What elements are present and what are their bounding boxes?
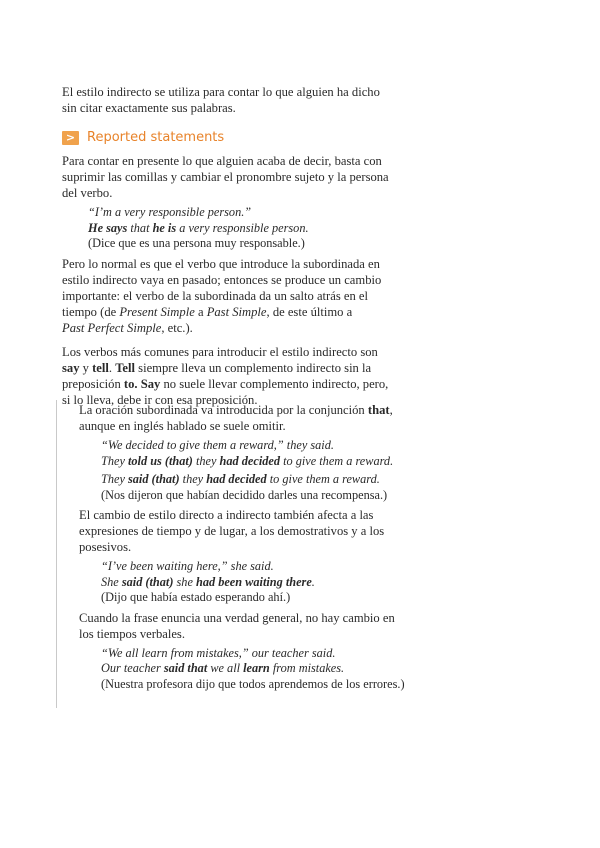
text-line: El cambio de estilo directo a indirecto también afecta a las — [79, 508, 374, 522]
text: Our teacher — [101, 661, 164, 675]
text: preposición — [62, 376, 124, 391]
text-line: si lo lleva, debe ir con esa preposición. — [62, 392, 258, 407]
example-translation: (Dice que es una persona muy responsable.) — [88, 236, 305, 250]
notes-aside — [56, 400, 499, 708]
section-title: Reported statements — [87, 130, 225, 145]
text: to give them a reward. — [280, 453, 394, 468]
intro-line: El estilo indirecto se utiliza para contar lo que alguien ha dicho — [62, 85, 380, 99]
emph: had decided — [206, 472, 267, 486]
example-block — [79, 646, 499, 693]
intro-paragraph — [62, 84, 462, 116]
text-line: Pero lo normal es que el verbo que introduce la subordinada en — [62, 256, 380, 271]
text-line: expresiones de tiempo y de lugar, a los demostrativos y a los — [79, 524, 385, 538]
example-reported — [101, 454, 499, 470]
example-direct: “I’m a very responsible person.” — [88, 205, 252, 219]
emph: he is — [152, 220, 177, 235]
example-block — [79, 559, 499, 606]
text: from mistakes. — [269, 661, 345, 675]
example-direct: “I’ve been waiting here,” she said. — [101, 559, 274, 573]
text-line: Los verbos más comunes para introducir el estilo indirecto son — [62, 344, 378, 359]
text-line: Cuando la frase enuncia una verdad general, no hay cambio en — [79, 610, 395, 625]
example-block — [79, 438, 499, 503]
emph: that — [367, 403, 390, 417]
intro-line: sin citar exactamente sus palabras. — [62, 101, 236, 115]
text: a — [194, 304, 207, 319]
emph: said (that) — [127, 472, 180, 486]
example-translation: (Dijo que había estado esperando ahí.) — [101, 590, 291, 604]
emph: Tell — [115, 360, 136, 375]
text-line: suprimir las comillas y cambiar el pronombre sujeto y la persona — [62, 170, 389, 184]
text: siempre lleva un complemento indirecto sin la — [135, 360, 372, 375]
text: no suele llevar complemento indirecto, pero, — [160, 376, 389, 391]
text: . — [108, 360, 116, 375]
text: they — [179, 472, 207, 486]
emph: tell — [92, 360, 109, 375]
example-direct: “We decided to give them a reward,” they said. — [101, 438, 334, 452]
tense-name: Past Simple — [206, 304, 267, 319]
text-line — [62, 360, 462, 376]
text-line — [62, 320, 462, 336]
emph: to. — [123, 376, 138, 391]
text: , etc.). — [161, 320, 193, 335]
emph: say — [62, 360, 80, 375]
emph: learn — [243, 661, 270, 675]
emph: told us (that) — [127, 453, 193, 468]
example-reported — [101, 575, 499, 591]
section-heading — [62, 130, 462, 145]
text: tiempo (de — [62, 304, 120, 319]
example-block — [62, 205, 462, 252]
text-line: del verbo. — [62, 186, 113, 200]
paragraph-verbs — [62, 344, 462, 408]
emph: Say — [140, 376, 161, 391]
text: She — [101, 574, 122, 589]
paragraph-present — [62, 153, 462, 201]
text: a very responsible person. — [176, 220, 309, 235]
text: they — [192, 453, 220, 468]
text-line: los tiempos verbales. — [79, 626, 185, 641]
text-line: estilo indirecto vaya en pasado; entonces se produce un cambio — [62, 272, 382, 287]
example-reported — [101, 472, 499, 488]
text-line — [79, 402, 499, 418]
text: to give them a reward. — [266, 472, 380, 486]
example-translation: (Nos dijeron que habían decidido darles una recompensa.) — [101, 487, 388, 502]
text: that — [127, 220, 153, 235]
paragraph-past — [62, 256, 462, 336]
emph: had decided — [219, 453, 280, 468]
text: she — [173, 574, 196, 589]
chevron-right-icon: > — [62, 131, 79, 145]
example-reported — [101, 661, 499, 677]
text: y — [79, 360, 93, 375]
text: They — [101, 453, 128, 468]
emph: had been waiting there — [195, 574, 312, 589]
text-line: aunque en inglés hablado se suele omitir. — [79, 419, 286, 433]
text: . — [311, 574, 315, 589]
example-reported — [88, 221, 462, 237]
emph: said (that) — [121, 574, 174, 589]
text: we all — [207, 661, 244, 675]
text: La oración subordinada va introducida por la conjunción — [79, 403, 368, 417]
text: , — [389, 403, 393, 417]
page-content — [62, 84, 462, 412]
text-line: posesivos. — [79, 540, 132, 554]
example-translation: (Nuestra profesora dijo que todos aprendemos de los errores.) — [101, 676, 405, 691]
text: They — [101, 472, 128, 486]
text-line: Para contar en presente lo que alguien acaba de decir, basta con — [62, 154, 382, 168]
tense-name: Past Perfect Simple — [62, 320, 162, 335]
text: , de este último a — [266, 304, 353, 319]
text-line — [62, 376, 462, 392]
example-direct: “We all learn from mistakes,” our teacher said. — [101, 645, 336, 660]
text-line: importante: el verbo de la subordinada da un salto atrás en el — [62, 288, 368, 303]
emph: He says — [88, 220, 128, 235]
text-line — [62, 304, 462, 320]
emph: said that — [163, 661, 208, 675]
tense-name: Present Simple — [119, 304, 195, 319]
